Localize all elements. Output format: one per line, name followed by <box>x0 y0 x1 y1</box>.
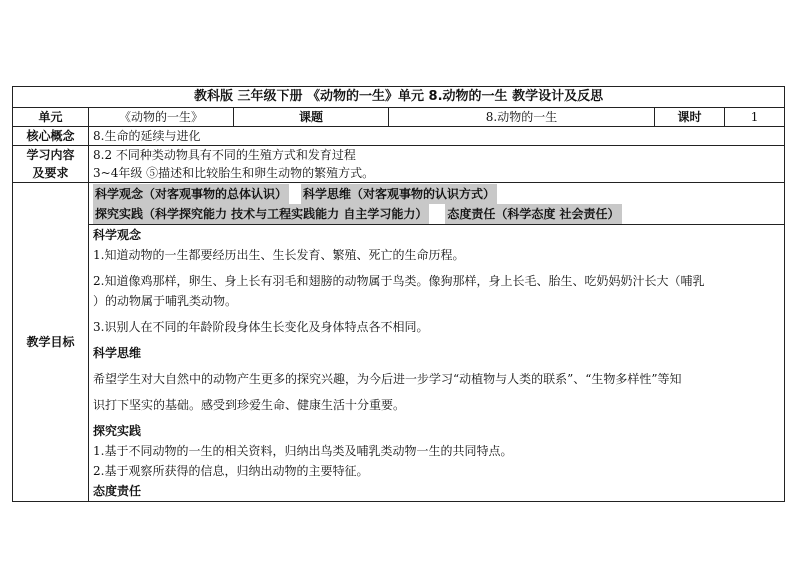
learning-line1: 8.2 不同种类动物具有不同的生殖方式和发育过程 <box>93 148 356 162</box>
competency-concept: 科学观念（对客观事物的总体认识） <box>93 184 289 204</box>
core-concept-value: 8.生命的延续与进化 <box>89 127 785 146</box>
lesson-plan-document <box>12 86 784 502</box>
competency-line2 <box>93 204 780 224</box>
competency-attitude: 态度责任（科学态度 社会责任） <box>445 204 621 224</box>
lesson-plan-table <box>12 86 785 502</box>
objectives-content <box>89 183 785 502</box>
concept-item-3: 3.识别人在不同的年龄阶段身体生长变化及身体特点各不相同。 <box>93 320 429 334</box>
learning-label <box>13 146 89 183</box>
competency-practice: 探究实践（科学探究能力 技术与工程实践能力 自主学习能力） <box>93 204 429 224</box>
concept-item-1: 1.知道动物的一生都要经历出生、生长发育、繁殖、死亡的生命历程。 <box>93 248 465 262</box>
attitude-title: 态度责任 <box>93 484 142 498</box>
learning-content <box>89 146 785 183</box>
document-title: 教科版 三年级下册 《动物的一生》单元 8.动物的一生 教学设计及反思 <box>13 87 785 108</box>
competency-line1 <box>93 184 780 204</box>
learning-label-line1: 学习内容 <box>26 148 75 162</box>
lesson-label: 课题 <box>234 108 389 127</box>
thinking-item-1a: 希望学生对大自然中的动物产生更多的探究兴趣，为今后进一步学习“动植物与人类的联系”、“生物多样性”等知 <box>93 372 682 386</box>
unit-label: 单元 <box>13 108 89 127</box>
learning-row <box>13 146 785 183</box>
concept-title: 科学观念 <box>93 228 142 242</box>
practice-item-2: 2.基于观察所获得的信息，归纳出动物的主要特征。 <box>93 464 369 478</box>
concept-item-2b: ）的动物属于哺乳类动物。 <box>93 294 238 308</box>
concept-item-2a: 2.知道像鸡那样，卵生、身上长有羽毛和翅膀的动物属于鸟类。像狗那样，身上长毛、胎生、吃奶妈奶汁长大（哺乳 <box>93 274 705 288</box>
unit-value: 《动物的一生》 <box>89 108 234 127</box>
thinking-title: 科学思维 <box>93 346 142 360</box>
core-concept-label: 核心概念 <box>13 127 89 146</box>
learning-label-line2: 及要求 <box>32 166 69 180</box>
thinking-item-1b: 识打下坚实的基础。感受到珍爱生命、健康生活十分重要。 <box>93 398 406 412</box>
practice-item-1: 1.基于不同动物的一生的相关资料，归纳出鸟类及哺乳类动物一生的共同特点。 <box>93 444 513 458</box>
practice-title: 探究实践 <box>93 424 142 438</box>
objectives-row <box>13 183 785 502</box>
info-row <box>13 108 785 127</box>
objectives-label: 教学目标 <box>13 183 89 502</box>
lesson-value: 8.动物的一生 <box>389 108 655 127</box>
period-value: 1 <box>725 108 785 127</box>
learning-line2: 3~4年级 ⑤描述和比较胎生和卵生动物的繁殖方式。 <box>93 166 375 180</box>
core-concept-row <box>13 127 785 146</box>
title-row <box>13 87 785 108</box>
period-label: 课时 <box>655 108 725 127</box>
competency-thinking: 科学思维（对客观事物的认识方式） <box>301 184 497 204</box>
